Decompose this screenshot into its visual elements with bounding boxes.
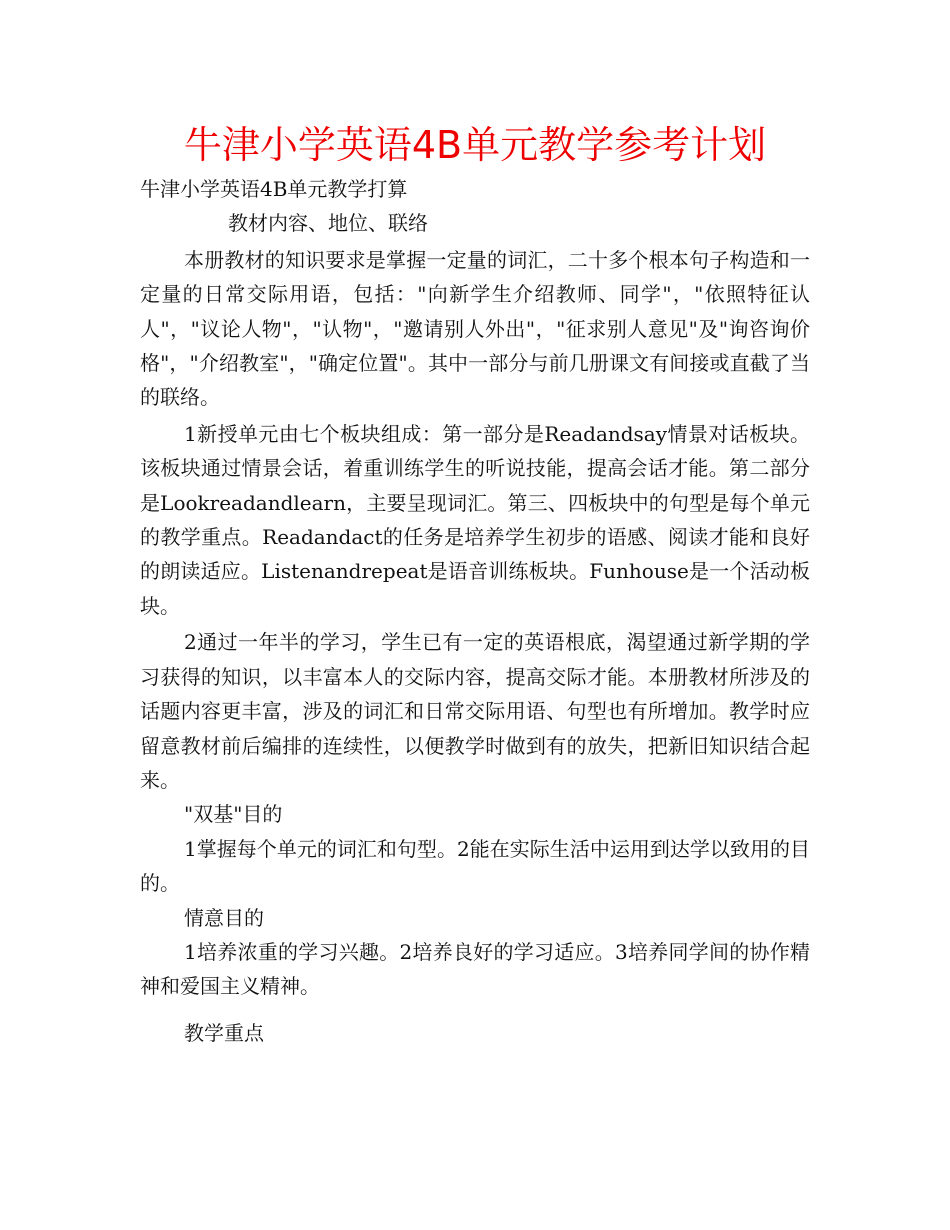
section-heading-affective: 情意目的 [184,905,264,930]
paragraph-basics-goals: 1掌握每个单元的词汇和句型。2能在实际生活中运用到达学以致用的目的。 [140,836,810,896]
paragraph-unit-structure: 1新授单元由七个板块组成：第一部分是Readandsay情景对话板块。该板块通过情景会话，着重训练学生的听说技能，提高会话才能。第二部分是Lookreadandlearn，主要呈现词汇。第三、四板块中的句型是每个单元的教学重点。Readandact的任务是培养学生初步的语感、阅读才能和良好的朗读适应。Listenandrepeat是语音训练板块。Funhouse是一个活动板块。 [140,421,810,618]
section-heading-content: 教材内容、地位、联络 [228,211,428,236]
document-subtitle: 牛津小学英语4B单元教学打算 [140,177,408,201]
document-title: 牛津小学英语4B单元教学参考计划 [183,123,767,167]
section-heading-basics: "双基"目的 [184,802,283,827]
document-body [140,172,810,1050]
paragraph-student-background: 2通过一年半的学习，学生已有一定的英语根底，渴望通过新学期的学习获得的知识，以丰富本人的交际内容，提高交际才能。本册教材所涉及的话题内容更丰富，涉及的词汇和日常交际用语、句型也有所增加。教学时应留意教材前后编排的连续性，以便教学时做到有的放失，把新旧知识结合起来。 [140,630,810,792]
paragraph-affective-goals: 1培养浓重的学习兴趣。2培养良好的学习适应。3培养同学间的协作精神和爱国主义精神。 [140,939,810,999]
section-heading-focus: 教学重点 [184,1020,264,1045]
paragraph-textbook-requirements: 本册教材的知识要求是掌握一定量的词汇，二十多个根本句子构造和一定量的日常交际用语，包括："向新学生介绍教师、同学"，"依照特征认人"，"议论人物"，"认物"，"邀请别人外出"，"征求别人意见"及"询咨询价格"，"介绍教室"，"确定位置"。其中一部分与前几册课文有间接或直截了当的联络。 [140,247,810,410]
